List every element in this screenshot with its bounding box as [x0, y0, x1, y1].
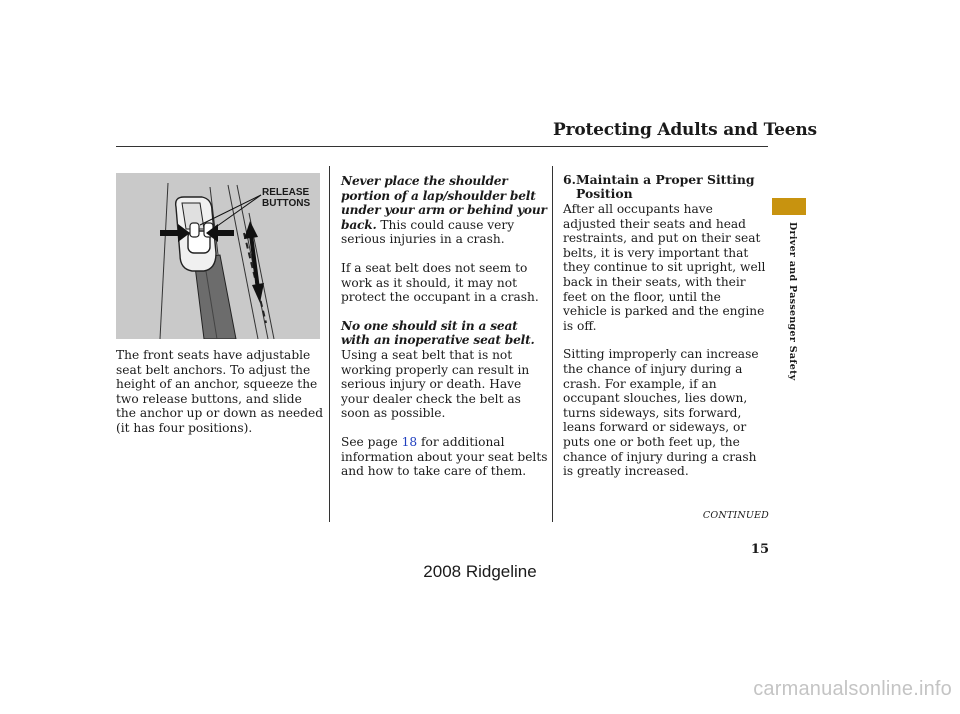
belt-not-working-paragraph: If a seat belt does not seem to work as it should, it may not protect the occupant in a crash. — [341, 260, 539, 305]
anchor-adjust-paragraph: The front seats have adjustable seat belt anchors. To adjust the height of an anchor, squeeze the two release buttons, and slide the anchor up or down as needed (it has four positions). — [116, 348, 324, 435]
warning-1-bold: Never place the shoulder portion of a lap/shoulder belt under your arm or behind your back. — [341, 174, 547, 232]
column-3 — [563, 173, 768, 479]
figure-callout — [262, 187, 310, 209]
see-page-suffix: for additional information about your seat belts and how to take care of them. — [341, 434, 548, 479]
see-page-paragraph — [341, 435, 549, 479]
section-title-line-2: Position — [576, 186, 633, 201]
section-title-line-1: Maintain a Proper Sitting — [575, 172, 755, 187]
warning-paragraph-2 — [341, 319, 549, 421]
continued-label: CONTINUED — [702, 510, 769, 521]
page-number: 15 — [750, 542, 769, 557]
sitting-improperly-paragraph: Sitting improperly can increase the chance of injury during a crash. For example, if an occupant slouches, lies down, turns sideways, sits forward, leans forward or sideways, or puts one or both feet up, the chance of injury during a crash is greatly increased. — [563, 347, 759, 479]
column-2 — [341, 174, 549, 479]
section-tab-label: Driver and Passenger Safety — [787, 222, 798, 381]
section-color-tab — [772, 198, 806, 215]
callout-line-2: BUTTONS — [262, 198, 311, 209]
seat-belt-anchor-illustration — [116, 173, 320, 339]
sitting-upright-paragraph: After all occupants have adjusted their seats and head restraints, and put on their seat belts, it is very important that they continue to sit upright, well back in their seats, with their feet on the floor, until the vehicle is parked and the engine is off. — [563, 202, 766, 333]
header-rule — [116, 146, 768, 147]
manual-name: 2008 Ridgeline — [423, 562, 537, 581]
see-page-prefix: See page — [341, 434, 402, 449]
warning-2-bold: No one should sit in a seat with an inoperative seat belt. — [341, 318, 535, 348]
column-divider-right — [552, 166, 553, 522]
section-heading — [563, 173, 768, 201]
warning-2-text: Using a seat belt that is not working properly can result in serious injury or death. Have your dealer check the belt as soon as possible. — [341, 347, 530, 421]
page-18-link[interactable]: 18 — [401, 434, 418, 449]
section-number: 6. — [563, 172, 576, 187]
watermark: carmanualsonline.info — [753, 678, 952, 700]
warning-1-text: This could cause very serious injuries in a crash. — [341, 217, 515, 247]
callout-line-1: RELEASE — [262, 187, 310, 198]
section-body — [563, 202, 768, 479]
page-title: Protecting Adults and Teens — [553, 120, 817, 140]
column-1 — [116, 348, 324, 436]
warning-paragraph-1 — [341, 174, 549, 247]
column-divider-left — [329, 166, 330, 522]
